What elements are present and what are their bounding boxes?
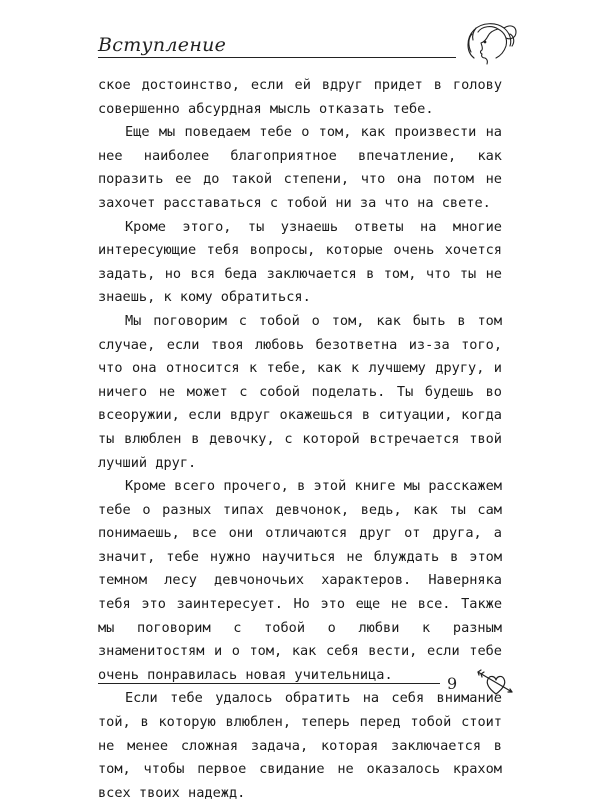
- paragraph: ское достоинство, если ей вдруг придет в голову совершенно абсурдная мысль отказать тебе.: [98, 77, 502, 117]
- paragraph: Мы поговорим с тобой о том, как быть в том случае, если твоя любовь безответна из-за того, что она относится к тебе, как к лучшему другу, и ничего не может с собой поделать. Ты будешь во всеоружии, если вдруг окажешься в ситуации, когда ты влюблен в девочку, с которой встречается твой лучший друг.: [98, 312, 502, 471]
- heart-arrow-icon: [476, 668, 516, 698]
- girl-profile-icon: [460, 18, 520, 66]
- paragraph: Еще мы поведаем тебе о том, как произвести на нее наиболее благоприятное впечатление, как поразить ее до такой степени, что она потом не захочет расставаться с тобой ни за что на свете.: [98, 124, 502, 211]
- page-number: 9: [447, 674, 458, 693]
- running-header-title: Вступление: [98, 34, 227, 56]
- paragraph: Если тебе удалось обратить на себя внимание той, в которую влюблен, теперь перед тобой стоит не менее сложная задача, которая заключается в том, чтобы первое свидание не оказалось крахом всех твоих надежд.: [98, 690, 502, 801]
- body-text: [98, 74, 502, 805]
- paragraph: Кроме этого, ты узнаешь ответы на многие интересующие тебя вопросы, которые очень хочется задать, но вся беда заключается в том, что ты не знаешь, к кому обратиться.: [98, 218, 502, 306]
- paragraph: Кроме всего прочего, в этой книге мы расскажем тебе о разных типах девчонок, ведь, как ты сам понимаешь, все они отличаются друг от друга, а значит, тебе нужно научиться не блуждать в этом темном лесу девчоночьих характеров. Наверняка тебя это заинтересует. Но это еще не все. Также мы поговорим с тобой о любви к разным знаменитостям и о том, как себя вести, если тебе очень понравилась новая учительница.: [98, 478, 502, 683]
- header-divider: [98, 57, 456, 58]
- footer-divider: [98, 683, 440, 684]
